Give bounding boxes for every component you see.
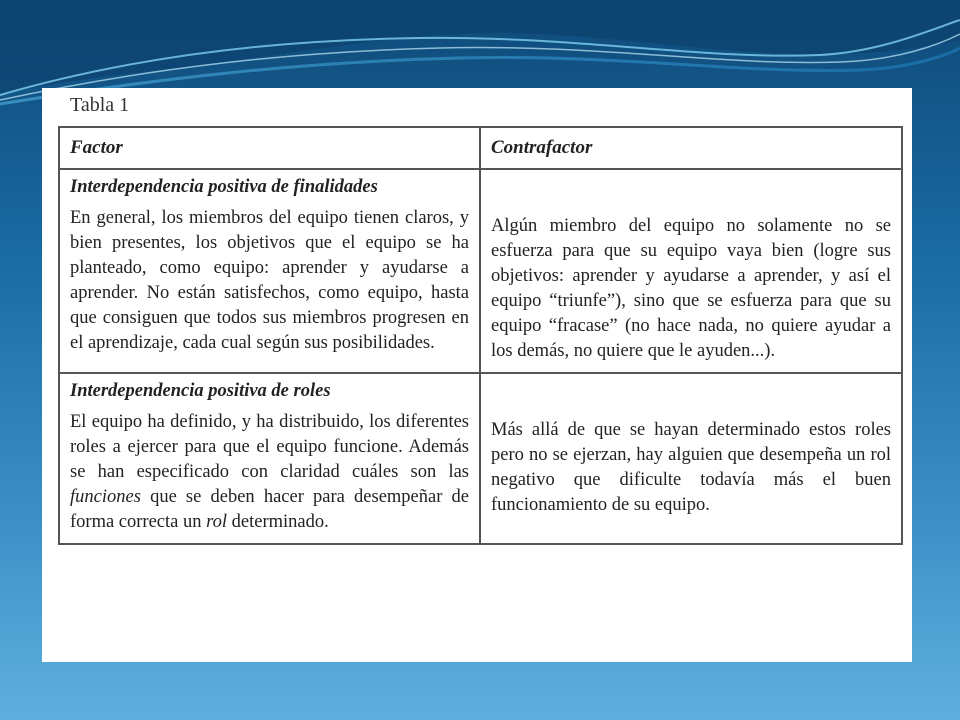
factor-cell [59, 373, 480, 544]
header-contrafactor: Contrafactor [480, 127, 902, 169]
table-row [59, 373, 902, 544]
table-row [59, 169, 902, 373]
factor-table [58, 126, 903, 545]
factor-cell [59, 169, 480, 373]
document-image [42, 88, 912, 662]
table-header-row [59, 127, 902, 169]
factor-text-part: determinado. [227, 511, 329, 532]
factor-text [70, 410, 469, 535]
factor-text-emphasis: funciones [70, 486, 141, 507]
header-factor: Factor [59, 127, 480, 169]
factor-text-emphasis: rol [206, 511, 228, 532]
factor-text: En general, los miembros del equipo tienen claros, y bien presentes, los objetivos que el equipo se ha planteado, como equipo: aprender y ayudarse a aprender. No están satisfechos, como equipo, hasta que consiguen que todos sus miembros progresen en el aprendizaje, cada cual según sus posibilidades. [70, 207, 469, 353]
contrafactor-cell: Más allá de que se hayan determinado estos roles pero no se ejerzan, hay alguien que desempeña un rol negativo que dificulte todavía más el buen funcionamiento de su equipo. [480, 373, 902, 544]
table-caption: Tabla 1 [70, 94, 130, 116]
factor-text-part: El equipo ha definido, y ha distribuido, los diferentes roles a ejercer para que el equipo funcione. Además se han especificado con claridad cuáles son las [70, 411, 469, 482]
contrafactor-cell: Algún miembro del equipo no solamente no se esfuerza para que su equipo vaya bien (logre sus objetivos: aprender y ayudarse a aprender, y así el equipo “triunfe”), sino que se esfuerza para que su equipo “fracase” (no hace nada, no quiere ayudar a los demás, no quiere que le ayuden...). [480, 169, 902, 373]
row-title: Interdependencia positiva de finalidades [70, 177, 378, 197]
factor-text-part: que se deben hacer para desempeñar de forma correcta un [70, 486, 469, 532]
row-title: Interdependencia positiva de roles [70, 380, 331, 401]
